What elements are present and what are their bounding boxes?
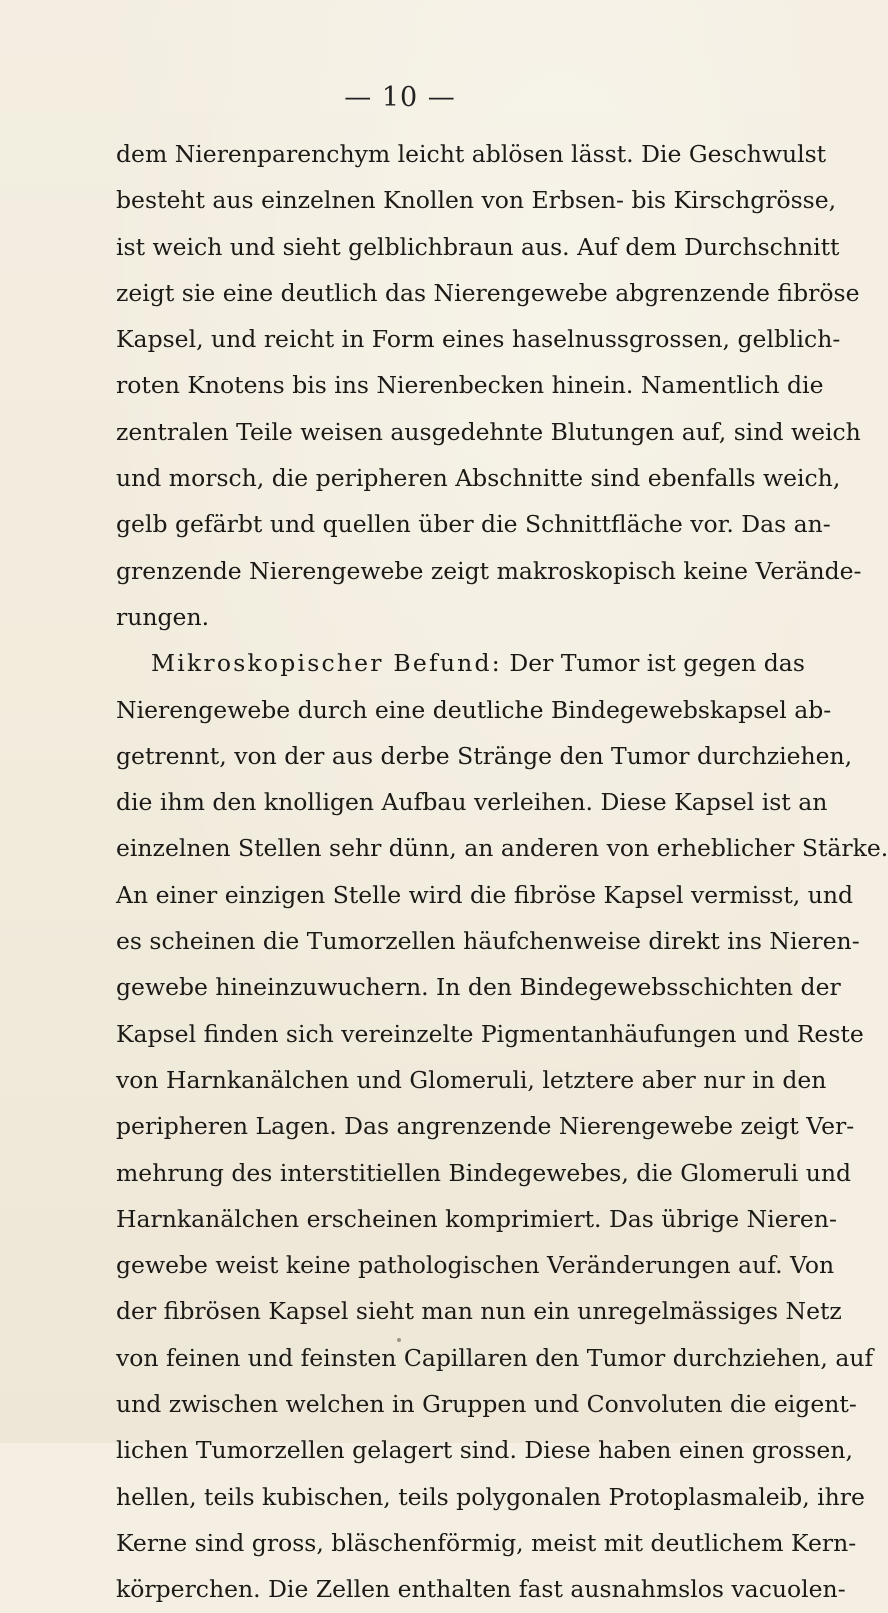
text-line: An einer einzigen Stelle wird die fibröse Kapsel vermisst, und xyxy=(116,880,854,909)
text-line: zentralen Teile weisen ausgedehnte Blutungen auf, sind weich xyxy=(116,417,861,446)
paper-speck xyxy=(397,1338,401,1342)
text-line: Nierengewebe durch eine deutliche Bindegewebskapsel ab- xyxy=(116,695,832,724)
page-number: — 10 — xyxy=(344,82,456,113)
text-line: gelb gefärbt und quellen über die Schnittfläche vor. Das an- xyxy=(116,510,831,539)
text-line: zeigt sie eine deutlich das Nierengewebe abgrenzende fibröse xyxy=(116,278,860,307)
text-line: Kapsel finden sich vereinzelte Pigmentanhäufungen und Reste xyxy=(116,1019,864,1048)
text-line: mehrung des interstitiellen Bindegewebes, die Glomeruli und xyxy=(116,1158,852,1187)
text-line: die ihm den knolligen Aufbau verleihen. Diese Kapsel ist an xyxy=(116,788,828,817)
text-line: dem Nierenparenchym leicht ablösen lässt. Die Geschwulst xyxy=(116,140,827,168)
text-line: körperchen. Die Zellen enthalten fast ausnahmslos vacuolen- xyxy=(116,1575,846,1604)
text-line: Harnkanälchen erscheinen komprimiert. Das übrige Nieren- xyxy=(116,1204,837,1233)
text-line: ist weich und sieht gelblichbraun aus. Auf dem Durchschnitt xyxy=(116,232,840,261)
text-line: und morsch, die peripheren Abschnitte sind ebenfalls weich, xyxy=(116,464,841,493)
text-line: rungen. xyxy=(116,602,210,631)
text-line: von feinen und feinsten Capillaren den Tumor durchziehen, auf xyxy=(116,1343,874,1372)
text-line: es scheinen die Tumorzellen häufchenweise direkt ins Nieren- xyxy=(116,927,860,956)
text-line: einzelnen Stellen sehr dünn, an anderen von erheblicher Stärke. xyxy=(116,834,888,863)
section-heading: Mikroskopischer Befund: xyxy=(151,649,502,678)
section-heading-continuation: Der Tumor ist gegen das xyxy=(509,649,805,678)
text-line: hellen, teils kubischen, teils polygonalen Protoplasmaleib, ihre xyxy=(116,1482,865,1511)
text-line: peripheren Lagen. Das angrenzende Nierengewebe zeigt Ver- xyxy=(116,1112,855,1141)
section-heading-line xyxy=(116,640,805,686)
text-line: gewebe weist keine pathologischen Veränderungen auf. Von xyxy=(116,1251,835,1280)
text-line: von Harnkanälchen und Glomeruli, letztere aber nur in den xyxy=(116,1065,827,1094)
text-line: Kerne sind gross, bläschenförmig, meist mit deutlichem Kern- xyxy=(116,1528,857,1557)
text-line: roten Knotens bis ins Nierenbecken hinein. Namentlich die xyxy=(116,371,824,400)
body-text xyxy=(116,131,888,1613)
text-line: Kapsel, und reicht in Form eines haselnussgrossen, gelblich- xyxy=(116,325,841,354)
text-line: lichen Tumorzellen gelagert sind. Diese haben einen grossen, xyxy=(116,1436,853,1465)
text-line: und zwischen welchen in Gruppen und Convoluten die eigent- xyxy=(116,1390,857,1419)
text-line: grenzende Nierengewebe zeigt makroskopisch keine Verände- xyxy=(116,556,862,585)
text-line: besteht aus einzelnen Knollen von Erbsen- bis Kirschgrösse, xyxy=(116,186,837,215)
text-line: getrennt, von der aus derbe Stränge den Tumor durchziehen, xyxy=(116,741,853,770)
text-line: gewebe hineinzuwuchern. In den Bindegewebsschichten der xyxy=(116,973,841,1002)
text-line: der fibrösen Kapsel sieht man nun ein unregelmässiges Netz xyxy=(116,1297,842,1326)
